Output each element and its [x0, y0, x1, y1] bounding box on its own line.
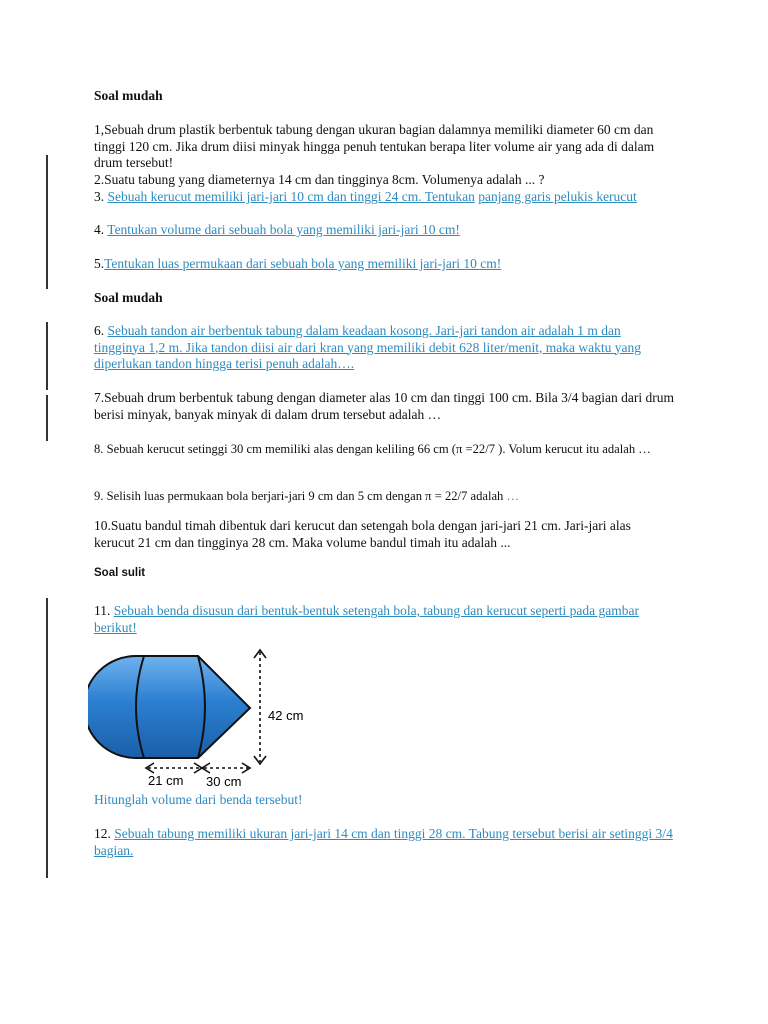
- length-1-label: 21 cm: [148, 773, 184, 788]
- section-heading-easy-2: Soal mudah: [94, 290, 163, 305]
- question-3: [94, 189, 674, 206]
- change-bar: [46, 322, 48, 390]
- question-8: 8. Sebuah kerucut setinggi 30 cm memiliki alas dengan keliling 66 cm (π =22/7 ). Volum kerucut itu adalah …: [94, 442, 651, 456]
- solid-body: [88, 656, 250, 758]
- question-9-ellipsis: …: [506, 489, 520, 503]
- question-12-link[interactable]: Sebuah tabung memiliki ukuran jari-jari 14 cm dan tinggi 28 cm. Tabung tersebut berisi air setinggi 3/4 bagian.: [94, 826, 673, 858]
- question-9: [94, 488, 674, 505]
- height-label: 42 cm: [268, 708, 304, 723]
- question-5-link[interactable]: Tentukan luas permukaan dari sebuah bola yang memiliki jari-jari 10 cm!: [104, 256, 502, 271]
- section-heading-easy: Soal mudah: [94, 88, 163, 103]
- question-3-link[interactable]: Sebuah kerucut memiliki jari-jari 10 cm dan tinggi 24 cm. Tentukan: [107, 189, 475, 204]
- question-11-link[interactable]: Sebuah benda disusun dari bentuk-bentuk setengah bola, tabung dan kerucut seperti pada gambar berikut!: [94, 603, 639, 635]
- question-12: [94, 826, 674, 859]
- question-6: [94, 323, 674, 373]
- question-6-link[interactable]: Sebuah tandon air berbentuk tabung dalam keadaan kosong. Jari-jari tandon air adalah 1 m dan tingginya 1,2 m. Jika tandon diisi air dari kran yang memiliki debit 628 liter/menit, maka waktu yang diperlukan tandon hingga terisi penuh adalah….: [94, 323, 642, 371]
- question-5: [94, 256, 674, 273]
- question-10: 10.Suatu bandul timah dibentuk dari kerucut dan setengah bola dengan jari-jari 21 cm. Jari-jari alas kerucut 21 cm dan tingginya 28 cm. Maka volume bandul timah itu adalah ...: [94, 518, 631, 550]
- question-3-number: 3.: [94, 189, 108, 204]
- composite-solid-figure: [88, 640, 328, 790]
- length-2-label: 30 cm: [206, 774, 242, 789]
- question-7: 7.Sebuah drum berbentuk tabung dengan diameter alas 10 cm dan tinggi 100 cm. Bila 3/4 bagian dari drum berisi minyak, banyak minyak di dalam drum tersebut adalah …: [94, 390, 674, 422]
- question-11-number: 11.: [94, 603, 114, 618]
- question-4-link[interactable]: Tentukan volume dari sebuah bola yang memiliki jari-jari 10 cm!: [107, 222, 460, 237]
- question-4-number: 4.: [94, 222, 108, 237]
- question-11-followup-link[interactable]: Hitunglah volume dari benda tersebut!: [94, 792, 303, 807]
- section-heading-hard: Soal sulit: [94, 567, 146, 579]
- question-4: [94, 222, 674, 239]
- question-11-followup: [94, 792, 674, 809]
- question-9-text: 9. Selisih luas permukaan bola berjari-jari 9 cm dan 5 cm dengan π = 22/7 adalah: [94, 489, 507, 503]
- change-bar: [46, 395, 48, 441]
- question-12-number: 12.: [94, 826, 115, 841]
- question-5-number: 5.: [94, 256, 105, 271]
- question-1: 1,Sebuah drum plastik berbentuk tabung dengan ukuran bagian dalamnya memiliki diameter 60 cm dan tinggi 120 cm. Jika drum diisi minyak hingga penuh tentukan berapa liter volume air yang ada di dalam drum tersebut!: [94, 122, 655, 170]
- question-3-link-2[interactable]: panjang garis pelukis kerucut: [478, 189, 637, 204]
- question-2: 2.Suatu tabung yang diameternya 14 cm dan tingginya 8cm. Volumenya adalah ... ?: [94, 172, 545, 187]
- question-11: [94, 603, 674, 636]
- change-bar: [46, 598, 48, 878]
- change-bar: [46, 155, 48, 289]
- question-6-number: 6.: [94, 323, 108, 338]
